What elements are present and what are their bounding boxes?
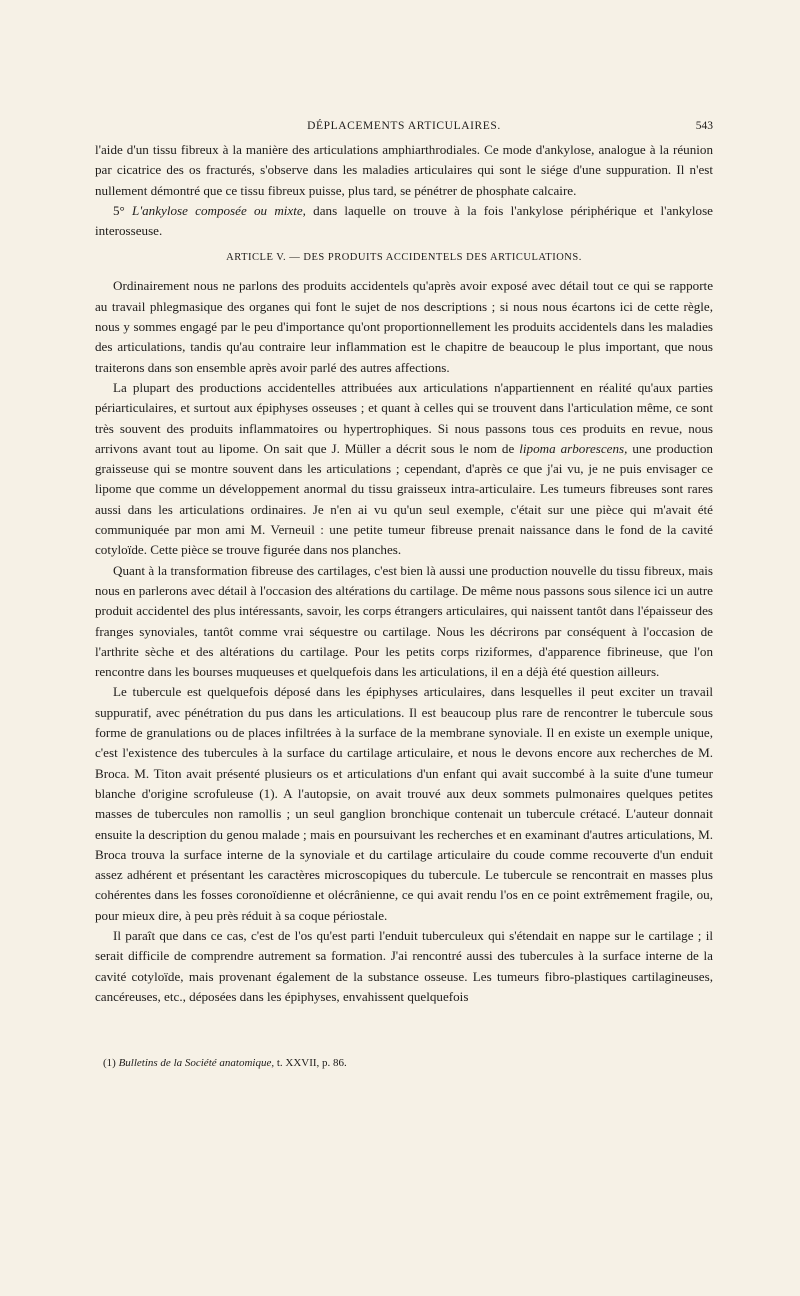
footnote-source: Bulletins de la Société anatomique, <box>118 1057 275 1069</box>
article-heading: ARTICLE V. — DES PRODUITS ACCIDENTELS DES ARTICULATIONS. <box>226 252 582 264</box>
footnote-text: t. XXVII, p. 86. <box>274 1057 347 1069</box>
footnote <box>103 1057 347 1069</box>
paragraph-text: une production graisseuse qui se montre souvent dans les articulations ; cependant, d'après ce que j'ai vu, je ne puis envisager ce lipome que comme un développement anormal du tissu graisseux intra-articulaire. Les tumeurs fibreuses sont rares aussi dans les articulations ordinaires. Je n'en ai vu qu'un seul exemple, c'était sur une pièce qui m'avait été communiquée par mon ami M. Verneuil : une petite tumeur fibreuse prenait naissance dans le fond de la cavité cotyloïde. Cette pièce se trouve figurée dans nos planches. <box>95 440 713 558</box>
paragraph-ankylose-mixte <box>95 201 713 242</box>
page-number: 543 <box>695 120 713 132</box>
paragraph: l'aide d'un tissu fibreux à la manière des articulations amphiarthrodiales. Ce mode d'ankylose, analogue à la réunion par cicatrice des os fracturés, s'observe dans les maladies articulaires qui sont le siége d'une suppuration. Il n'est nullement démontré que ce tissu fibreux puisse, plus tard, se pénétrer de phosphate calcaire. <box>95 142 713 198</box>
paragraph: Quant à la transformation fibreuse des cartilages, c'est bien là aussi une production nouvelle du tissu fibreux, mais nous en parlerons avec détail à l'occasion des altérations du cartilage. De même nous passons sous silence ici un autre produit accidentel des plus intéressants, savoir, les corps étrangers articulaires, qui naissent tantôt dans l'épaisseur des franges synoviales, tantôt comme vrai séquestre ou cartilage. Nous les décrirons par conséquent à l'occasion de l'arthrite sèche et des altérations du cartilage. Pour les petits corps riziformes, d'apparence fibrineuse, que l'on rencontre dans les bourses muqueuses et quelquefois dans les articulations, il en a déjà été question ailleurs. <box>95 562 713 680</box>
paragraph-lipome <box>95 378 713 561</box>
paragraph-text: dans laquelle on trouve à la fois l'ankylose périphérique et l'ankylose interosseuse. <box>95 202 713 239</box>
paragraph: Le tubercule est quelquefois déposé dans les épiphyses articulaires, dans lesquelles il peut exciter un travail suppuratif, avec pénétration du pus dans les articulations. Il est beaucoup plus rare de rencontrer le tubercule sous forme de granulations ou de places infiltrées à la surface de la membrane synoviale. Il en existe un exemple unique, c'est l'existence des tubercules à la surface du cartilage articulaire, et nous le devons encore aux recherches de M. Broca. M. Titon avait présenté plusieurs os et articulations d'un enfant qui avait succombé à la suite d'une tumeur blanche d'origine scrofuleuse (1). A l'autopsie, on avait trouvé aux deux sommets pulmonaires quelques petites masses de tubercules non ramollis ; un seul ganglion bronchique contenait un tubercule crétacé. L'auteur donnait ensuite la description du genou malade ; mais en poursuivant les recherches et en examinant d'autres articulations, M. Broca trouva la surface interne de la synoviale et du cartilage articulaire du coude comme recouverte d'un enduit assez adhérent et présentant les caractères microscopiques du tubercule. Le tubercule se rencontrait en masses plus cohérentes dans les fosses coronoïdienne et olécrânienne, ce qui avait rendu l'os en ce point extrêmement fragile, ou, pour mieux dire, à peu près réduit à sa coque périostale. <box>95 684 713 923</box>
paragraph: Ordinairement nous ne parlons des produits accidentels qu'après avoir exposé avec détail tout ce qui se rapporte au travail phlegmasique des organes qui font le sujet de nos descriptions ; si nous nous écartons ici de cette règle, nous y sommes engagé par le peu d'importance qu'ont proportionnellement les produits accidentels dans les maladies des articulations, tandis qu'au contraire leur inflammation est le chapitre de beaucoup le plus important, que nous traiterons dans son ensemble après avoir parlé des autres affections. <box>95 278 713 375</box>
running-head <box>95 120 713 138</box>
paragraph: Il paraît que dans ce cas, c'est de l'os qu'est parti l'enduit tuberculeux qui s'étendait en nappe sur le cartilage ; il serait difficile de comprendre autrement sa formation. J'ai rencontré aussi des tubercules à la surface interne de la cavité cotyloïde, mais provenant également de la substance osseuse. Les tumeurs fibro-plastiques cartilagineuses, cancéreuses, etc., déposées dans les épiphyses, envahissent quelquefois <box>95 927 713 1004</box>
page-body <box>95 120 713 1007</box>
running-title: DÉPLACEMENTS ARTICULAIRES. <box>307 120 501 132</box>
footnote-marker: (1) <box>103 1057 116 1069</box>
italic-term: lipoma arborescens, <box>519 440 628 456</box>
list-number: 5° <box>113 202 125 218</box>
paragraph-text: La plupart des productions accidentelles attribuées aux articulations n'appartiennent en réalité qu'aux parties périarticulaires, et surtout aux épiphyses osseuses ; et quant à celles qui se trouvent dans l'articulation même, ce sont très souvent des produits inflammatoires ou hypertrophiques. Si nous passons tous ces produits en revue, nous arrivons avant tout au lipome. On sait que J. Müller a décrit sous le nom de <box>95 379 713 456</box>
italic-term: L'ankylose composée ou mixte, <box>132 202 306 218</box>
